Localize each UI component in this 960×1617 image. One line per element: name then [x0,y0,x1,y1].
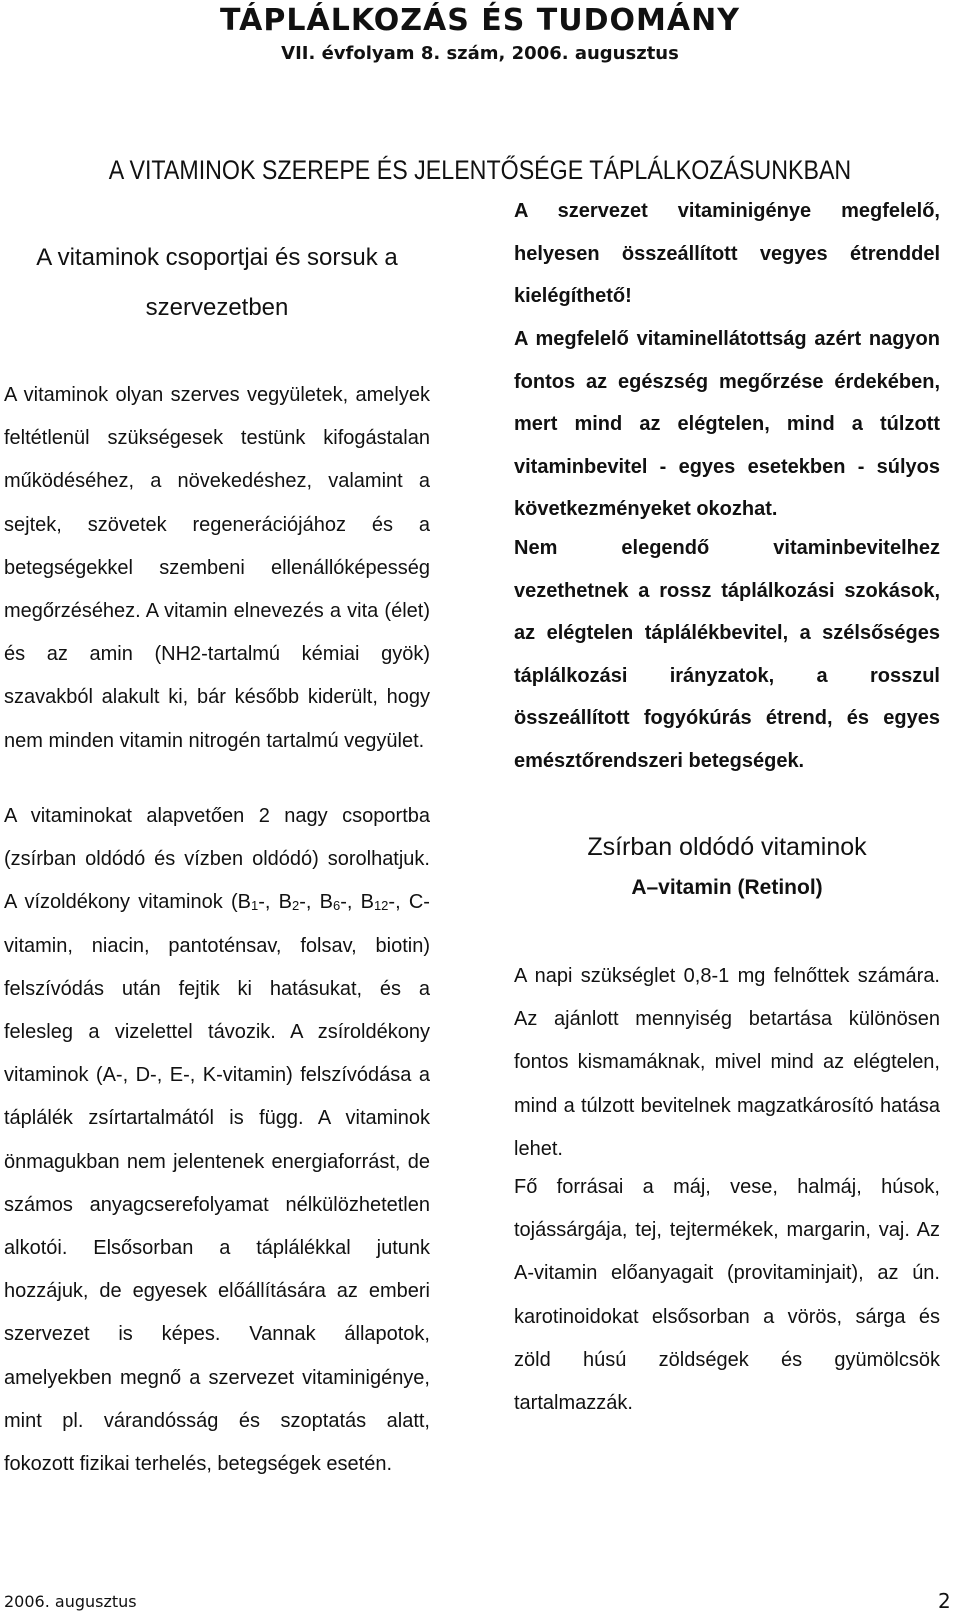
bold-statement-2: A megfelelő vitaminellátottság azért nagyon fontos az egészség megőrzése érdekében, mert mind az elégtelen, mind a túlzott vitaminbevitel - egyes esetekben - súlyos következményeket okozhat. [514,328,940,521]
subheading-vitamin-a: A–vitamin (Retinol) [631,876,823,899]
subscript: 1 [250,898,259,914]
text-run: -, B [258,891,292,914]
text-run: -, C-vitamin, niacin, pantoténsav, folsav, biotin) felszívódás után fejtik ki hatásukat, és a felesleg a vizelettel távozik. A zsíroldékony vitaminok (A-, D-, E-, K-vitamin) felszívódása a táplálék zsírtartalmától is függ. A vitaminok önmagukban nem jelentenek energiaforrást, de számos anyagcserefolyamat nélkülözhetetlen alkotói. Elsősorban a táplálékkal jutunk hozzájuk, de egyesek előállítására az emberi szervezet is képes. Vannak állapotok, amelyekben megnő a szervezet vitaminigénye, mint pl. várandósság és szoptatás alatt, fokozott fizikai terhelés, betegségek esetén. [4,891,430,1476]
paragraph-vitamin-groups [4,795,430,1486]
page-number: 2 [938,1589,951,1613]
paragraph-sources: Fő forrásai a máj, vese, halmáj, húsok, tojássárgája, tej, tejtermékek, margarin, vaj. Az A-vitamin előanyagait (provitaminjait), az ún. karotinoidokat elsősorban a vörös, sárga és zöld húsú zöldségek és gyümölcsök tartalmazzák. [514,1176,940,1415]
paragraph-vitamin-definition: A vitaminok olyan szerves vegyületek, amelyek feltétlenül szükségesek testünk kifogástalan működéséhez, a növekedéshez, valamint a sejtek, szövetek regenerációjához és a betegségekkel szembeni ellenállóképesség megőrzéséhez. A vitamin elnevezés a vita (élet) és az amin (NH2-tartalmú kémiai gyök) szavakból alakult ki, bár később kiderült, hogy nem minden vitamin nitrogén tartalmú vegyület. [4,384,430,752]
left-column [4,233,430,333]
article-title: A VITAMINOK SZEREPE ÉS JELENTŐSÉGE TÁPLÁLKOZÁSUNKBAN [108,155,852,185]
fat-soluble-section [514,822,940,904]
right-bold-block [514,190,940,318]
subscript: 12 [373,898,389,914]
issue-line: VII. évfolyam 8. szám, 2006. augusztus [281,43,679,64]
vitamin-a-paragraph-2 [514,1166,940,1425]
journal-title: TÁPLÁLKOZÁS ÉS TUDOMÁNY [220,3,740,38]
section-heading-fat-soluble: Zsírban oldódó vitaminok [587,833,867,861]
right-bold-block-2 [514,318,940,531]
bold-statement-1: A szervezet vitaminigénye megfelelő, helyesen összeállított vegyes étrenddel kielégíthető! [514,200,940,308]
section-heading: A vitaminok csoportjai és sorsuk a szervezetben [36,244,398,321]
right-bold-block-3 [514,527,940,783]
paragraph-daily-requirement: A napi szükséglet 0,8-1 mg felnőttek számára. Az ajánlott mennyiség betartása különösen fontos kismamáknak, mivel mind az elégtelen, mind a túlzott bevitelnek magzatkárosító hatása lehet. [514,965,940,1160]
vitamin-a-paragraph-1 [514,955,940,1171]
footer-date: 2006. augusztus [4,1592,137,1611]
subscript: 6 [332,898,341,914]
text-run: A vitaminokat alapvetően 2 nagy csoportba (zsírban oldódó és vízben oldódó) sorolhatjuk. A vízoldékony vitaminok (B [4,805,430,914]
left-paragraph-1 [4,374,430,763]
text-run: -, B [340,891,374,914]
text-run: -, B [299,891,333,914]
subscript: 2 [291,898,300,914]
left-paragraph-2 [4,795,430,1486]
bold-statement-3: Nem elegendő vitaminbevitelhez vezethetnek a rossz táplálkozási szokások, az elégtelen táplálékbevitel, a szélsőséges táplálkozási irányzatok, a rosszul összeállított fogyókúrás étrend, és egyes emésztőrendszeri betegségek. [514,537,940,772]
